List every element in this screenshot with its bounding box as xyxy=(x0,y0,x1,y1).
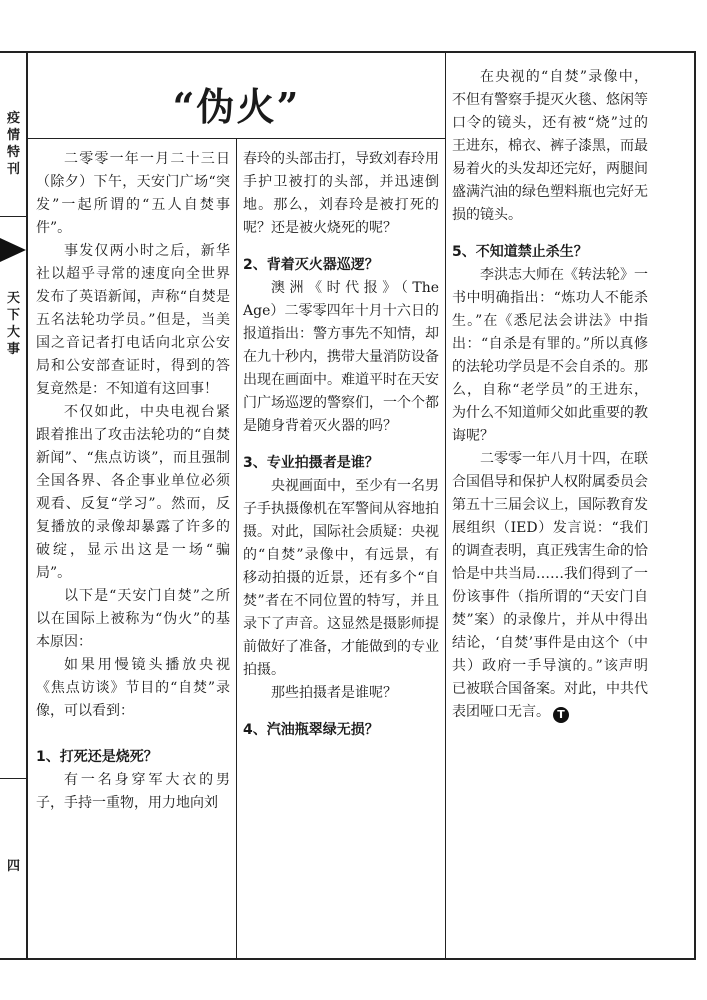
paragraph: 二零零一年一月二十三日（除夕）下午，天安门广场“突发”一起所谓的“五人自焚事件”。 xyxy=(36,151,230,236)
paragraph: 二零零一年八月十四，在联合国倡导和保护人权附属委员会第五十三届会议上，国际教育发展组织（IED）发言说：“我们的调查表明，真正残害生命的恰恰是中共当局……我们得到了一份该事件（指所谓的“天安门自焚”案）的录像片，并从中得出结论，‘自焚’事件是由这个（中共）政府一手导演的。”该声明已被联合国备案。对此，中共代表团哑口无言。 T xyxy=(452,451,648,721)
frame-bottom-rule xyxy=(0,958,696,960)
paragraph: 有一名身穿军大衣的男子，手持一重物，用力地向刘 xyxy=(36,772,230,811)
title-box-rule xyxy=(28,138,445,139)
paragraph: 如果用慢镜头播放央视《焦点访谈》节目的“自焚”录像，可以看到： xyxy=(36,657,230,719)
subheading: 2、背着灭火器巡逻？ xyxy=(243,257,379,273)
paragraph: 那些拍摄者是谁呢？ xyxy=(271,685,397,701)
sidebar-separator-1 xyxy=(0,216,27,217)
sidebar-separator-2 xyxy=(0,778,27,779)
paragraph: 春玲的头部击打，导致刘春玲用手护卫被打的头部，并迅速倒地。那么，刘春玲是被打死的呢？还是被火烧死的呢？ xyxy=(243,151,439,236)
paragraph: 李洪志大师在《转法轮》一书中明确指出：“炼功人不能杀生。”在《悉尼法会讲法》中指出：“自杀是有罪的。”所以真修的法轮功学员是不会自杀的。那么，自称“老学员”的王进东，为什么不知道师父如此重要的教诲呢？ xyxy=(452,267,648,444)
sidebar-section-epidemic: 疫情特刊 xyxy=(6,111,20,177)
frame-right-rule xyxy=(694,51,696,960)
paragraph: 以下是“天安门自焚”之所以在国际上被称为“伪火”的基本原因： xyxy=(36,588,230,650)
paragraph: 事发仅两小时之后，新华社以超乎寻常的速度向全世界发布了英语新闻，声称“自焚是五名法轮功学员。”但是，当美国之音记者打电话向北京公安局和公安部查证时，得到的答复竟然是：不知道有这回事！ xyxy=(36,243,230,397)
article-column-2 xyxy=(243,148,439,742)
column-divider-2 xyxy=(445,53,446,958)
subheading: 5、不知道禁止杀生？ xyxy=(452,244,588,260)
sidebar-divider xyxy=(26,51,28,960)
column-divider-1 xyxy=(236,138,237,958)
paragraph: 澳洲《时代报》（The Age）二零零四年十月十六日的报道指出：警方事先不知情，却在九十秒内，携带大量消防设备出现在画面中。难道平时在天安门广场巡逻的警察们，一个个都是随身背着灭火器的吗？ xyxy=(243,280,439,434)
sidebar-marker-icon xyxy=(0,238,26,262)
end-mark-icon: T xyxy=(553,707,569,723)
subheading: 4、汽油瓶翠绿无损？ xyxy=(243,722,379,738)
paragraph: 在央视的“自焚”录像中，不但有警察手提灭火毯、悠闲等口令的镜头，还有被“烧”过的王进东，棉衣、裤子漆黑，而最易着火的头发却还完好，两腿间盛满汽油的绿色塑料瓶也完好无损的镜头。 xyxy=(452,69,648,223)
sidebar-section-world-news: 天下大事 xyxy=(6,291,20,357)
subheading: 1、打死还是烧死？ xyxy=(36,749,158,765)
page-number: 四 xyxy=(6,859,20,874)
frame-top-rule xyxy=(0,51,696,53)
paragraph: 不仅如此，中央电视台紧跟着推出了攻击法轮功的“自焚新闻”、“焦点访谈”，而且强制全国各界、各企事业单位必须观看、反复“学习”。然而，反复播放的录像却暴露了许多的破绽，显示出这是一场“骗局”。 xyxy=(36,404,230,581)
subheading: 3、专业拍摄者是谁？ xyxy=(243,455,379,471)
article-title: “伪火” xyxy=(172,84,301,129)
article-column-3 xyxy=(452,66,648,724)
paragraph: 央视画面中，至少有一名男子手执摄像机在军警间从容地拍摄。对此，国际社会质疑：央视的“自焚”录像中，有远景，有移动拍摄的近景，还有多个“自焚”者在不同位置的特写，并且录下了声音。这显然是摄影师提前做好了准备，才能做到的专业拍摄。 xyxy=(243,478,439,678)
article-column-1 xyxy=(36,148,230,815)
